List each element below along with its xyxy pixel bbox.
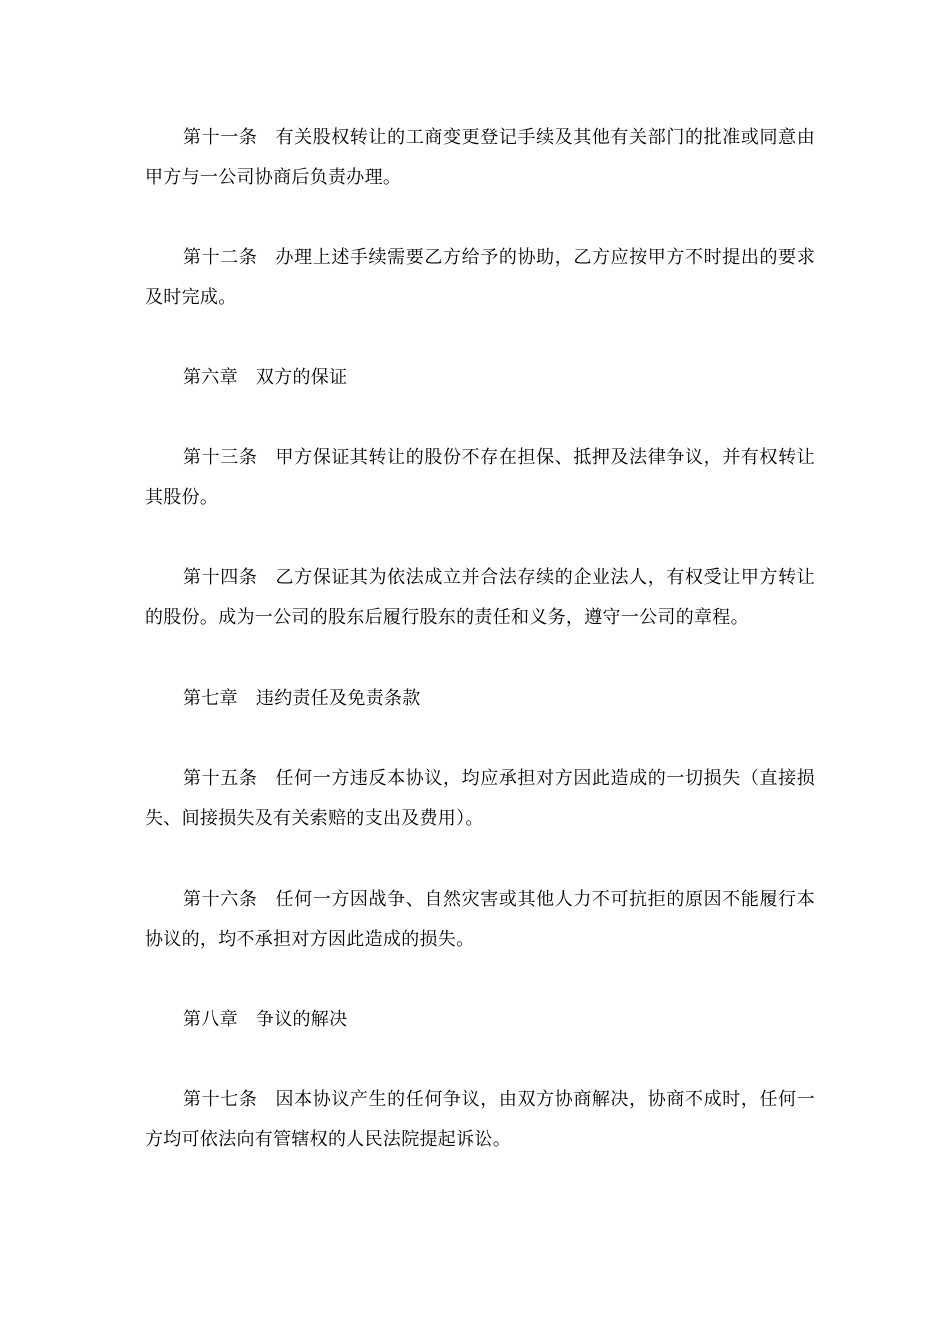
article-13 bbox=[145, 438, 815, 518]
article-number: 第十三条 bbox=[183, 447, 258, 468]
article-15 bbox=[145, 759, 815, 839]
article-text: 甲方保证其转让的股份不存在担保、抵押及法律争议，并有权转让其股份。 bbox=[145, 447, 815, 508]
article-number: 第十五条 bbox=[183, 768, 258, 789]
article-number: 第十二条 bbox=[183, 247, 258, 268]
chapter-title: 双方的保证 bbox=[255, 367, 348, 388]
article-number: 第十四条 bbox=[183, 567, 258, 588]
chapter-number: 第七章 bbox=[183, 688, 238, 709]
article-text: 乙方保证其为依法成立并合法存续的企业法人，有权受让甲方转让的股份。成为一公司的股东后履行股东的责任和义务，遵守一公司的章程。 bbox=[145, 567, 815, 628]
article-16 bbox=[145, 880, 815, 960]
article-17 bbox=[145, 1080, 815, 1160]
article-text: 有关股权转让的工商变更登记手续及其他有关部门的批准或同意由甲方与一公司协商后负责办理。 bbox=[145, 127, 815, 188]
chapter-number: 第六章 bbox=[183, 367, 238, 388]
article-text: 因本协议产生的任何争议，由双方协商解决，协商不成时，任何一方均可依法向有管辖权的人民法院提起诉讼。 bbox=[145, 1089, 815, 1150]
article-14 bbox=[145, 558, 815, 638]
article-text: 任何一方因战争、自然灾害或其他人力不可抗拒的原因不能履行本协议的，均不承担对方因此造成的损失。 bbox=[145, 889, 815, 950]
chapter-7-heading bbox=[183, 679, 421, 719]
chapter-title: 争议的解决 bbox=[255, 1009, 348, 1030]
chapter-8-heading bbox=[183, 1000, 347, 1040]
article-text: 任何一方违反本协议，均应承担对方因此造成的一切损失（直接损失、间接损失及有关索赔的支出及费用）。 bbox=[145, 768, 815, 829]
article-number: 第十七条 bbox=[183, 1089, 258, 1110]
article-number: 第十一条 bbox=[183, 127, 258, 148]
chapter-6-heading bbox=[183, 358, 347, 398]
chapter-title: 违约责任及免责条款 bbox=[255, 688, 421, 709]
article-11 bbox=[145, 118, 815, 198]
chapter-number: 第八章 bbox=[183, 1009, 238, 1030]
article-text: 办理上述手续需要乙方给予的协助，乙方应按甲方不时提出的要求及时完成。 bbox=[145, 247, 815, 308]
article-number: 第十六条 bbox=[183, 889, 258, 910]
article-12 bbox=[145, 238, 815, 318]
